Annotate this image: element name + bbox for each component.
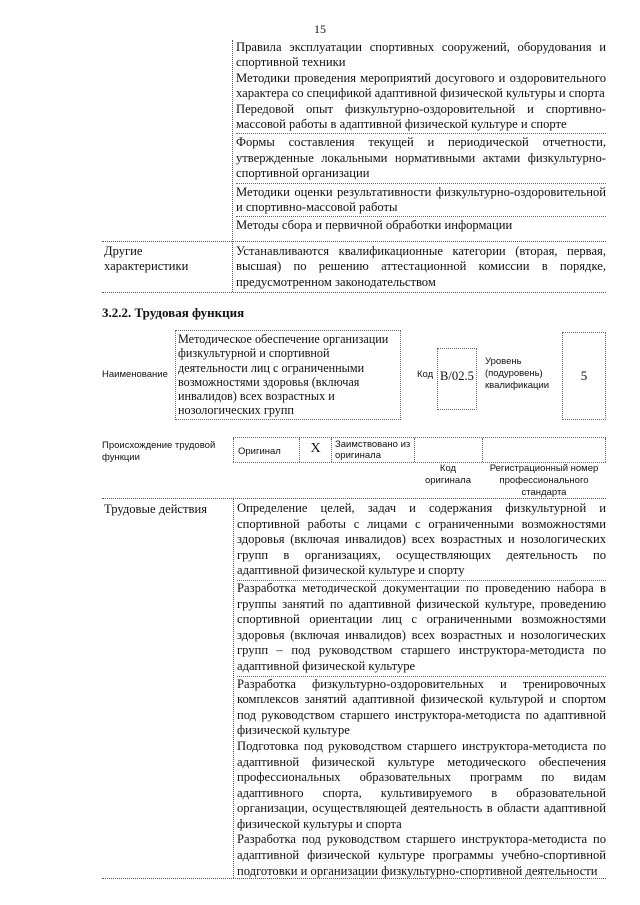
borrowed-label: Заимствовано из оригинала (331, 438, 415, 462)
knowledge-item: Методы сбора и первичной обработки информации (236, 218, 513, 233)
knowledge-item: Передовой опыт физкультурно-оздоровительной и спортивно-массовой работы в адаптивной физической культуре и спорте (236, 102, 606, 135)
knowledge-item: Формы составления текущей и периодической отчетности, утвержденные локальными нормативными актами физкультурно-спортивной организации (236, 135, 606, 183)
level-value: 5 (562, 332, 606, 420)
level-label: Уровень (подуровень) квалификации (485, 356, 550, 391)
labor-action-item: Определение целей, задач и содержания физкультурной и спортивной работы с лицами с ограниченными возможностями здоровья (включая инвалидов) всех возрастных и нозологических групп в организациях, осуществляющих деятельность по адаптивной физической культуре и спорту (237, 501, 606, 581)
section-title: 3.2.2. Трудовая функция (102, 305, 245, 320)
code-original-label: Код оригинала (424, 463, 471, 486)
code-value: B/02.5 (437, 348, 477, 410)
knowledge-item: Методики проведения мероприятий досугового и оздоровительного характера со спецификой адаптивной физической культуры и спорта (236, 70, 606, 101)
function-name-box: Методическое обеспечение организации физкультурной и спортивной деятельности лиц с ограниченными возможностями здоровья (включая инвалидов) всех возрастных и нозологических групп (175, 330, 401, 420)
origin-label: Происхождение трудовой функции (102, 440, 216, 463)
table-bottom-border (102, 292, 606, 293)
reg-number-cell (483, 438, 606, 462)
other-characteristics-row (102, 241, 606, 289)
labor-actions-list (237, 501, 606, 879)
original-mark: X (299, 438, 331, 462)
origin-row (233, 437, 606, 463)
knowledge-item: Методики оценки результативности физкультурно-оздоровительной и спортивно-массовой работы (236, 185, 606, 218)
reg-number-label: Регистрационный номер профессионального стандарта (489, 463, 599, 498)
page-number: 15 (314, 22, 326, 36)
actions-top-border (102, 498, 606, 499)
other-characteristics-text: Устанавливаются квалификационные категории (вторая, первая, высшая) по решению аттестационной комиссии в порядке, предусмотренном законодательством (236, 244, 606, 289)
labor-action-item: Разработка физкультурно-оздоровительных и тренировочных комплексов занятий адаптивной физической культурой и спортом под руководством старшего инструктора-методиста по адаптивной физической культуре (237, 676, 606, 738)
original-label: Оригинал (233, 438, 299, 462)
labor-action-item: Разработка методической документации по проведению набора в группы занятий по адаптивной физической культуре, проведению спортивной ориентации лиц с ограниченными возможностями здоровья (включая инвалидов) всех возрастных и нозологических групп – под руководством старшего инструктора-методиста по адаптивной физической культуре (237, 581, 606, 677)
table-divider (232, 40, 233, 292)
knowledge-item: Правила эксплуатации спортивных сооружений, оборудования и спортивной техники (236, 40, 606, 70)
labor-action-item: Разработка под руководством старшего инструктора-методиста по адаптивной физической культуре программы учебно-спортивной подготовки и организации физкультурно-спортивной деятельности (237, 832, 606, 878)
labor-action-item: Подготовка под руководством старшего инструктора-методиста по адаптивной физической культуре методического обеспечения профессиональных образовательных программ по видам адаптивного спорта, культивируемого в образовательной организации, осуществляющей деятельность в области адаптивной физической культуры и спорта (237, 738, 606, 831)
knowledge-list (236, 40, 606, 234)
actions-bottom-border (102, 878, 606, 879)
labor-actions-label: Трудовые действия (104, 502, 208, 516)
name-label: Наименование (102, 369, 168, 380)
code-original-cell (415, 438, 483, 462)
other-characteristics-label: Другие характеристики (104, 244, 189, 274)
actions-divider (233, 498, 234, 878)
code-label: Код (417, 369, 434, 380)
